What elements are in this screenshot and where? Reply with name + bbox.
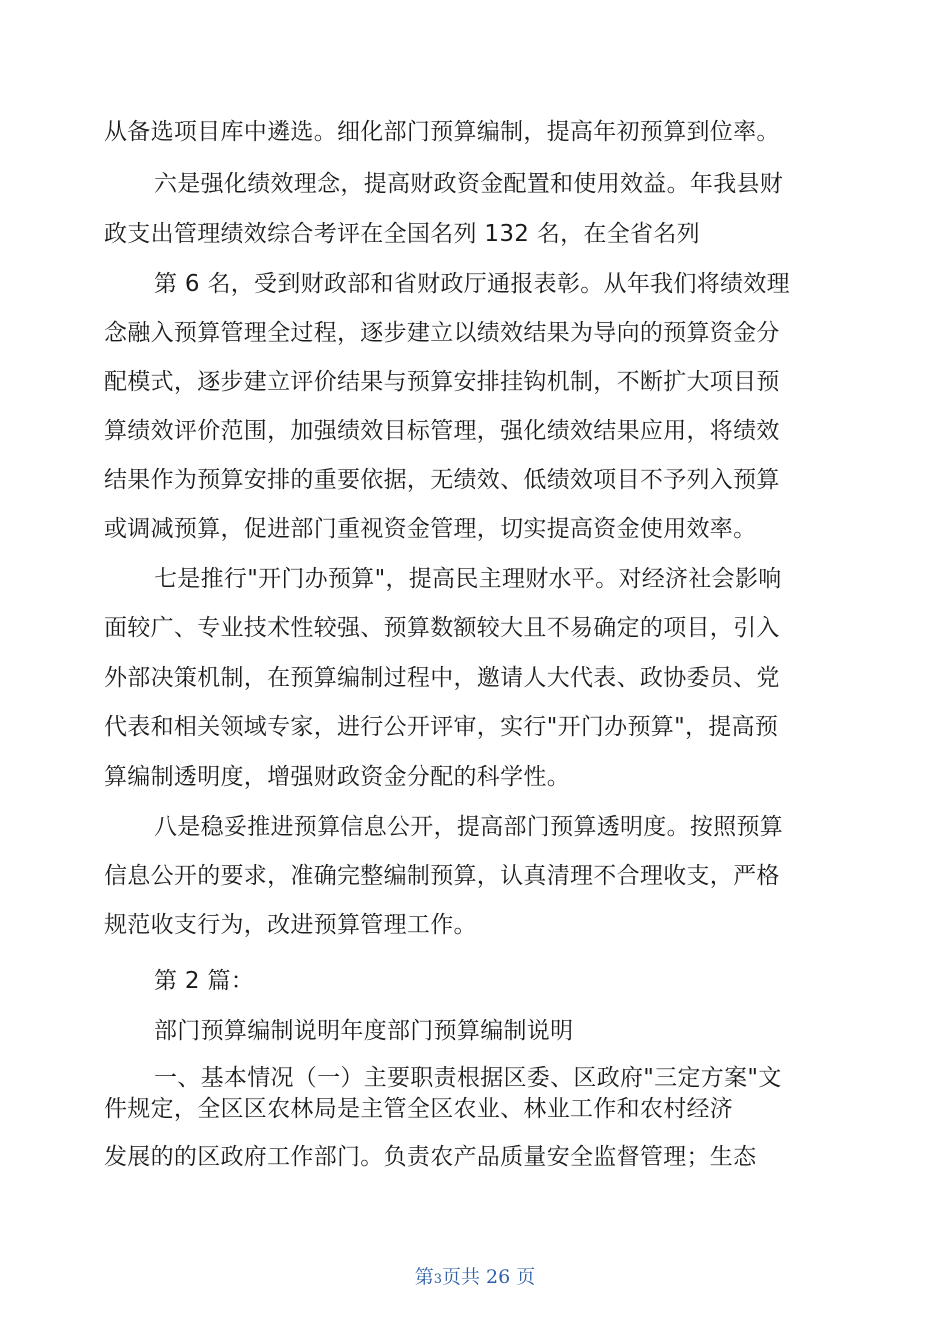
text-line-12: 外部决策机制，在预算编制过程中，邀请人大代表、政协委员、党 bbox=[104, 665, 780, 691]
text-line-2: 六是强化绩效理念，提高财政资金配置和使用效益。年我县财 bbox=[154, 171, 784, 197]
text-line-10: 七是推行"开门办预算"，提高民主理财水平。对经济社会影响 bbox=[154, 566, 782, 592]
text-line-15: 八是稳妥推进预算信息公开，提高部门预算透明度。按照预算 bbox=[154, 814, 784, 840]
text-line-9: 或调减预算，促进部门重视资金管理，切实提高资金使用效率。 bbox=[104, 516, 757, 542]
text-line-16: 信息公开的要求，准确完整编制预算，认真清理不合理收支，严格 bbox=[104, 863, 780, 889]
text-line-17: 规范收支行为，改进预算管理工作。 bbox=[104, 912, 477, 938]
text-line-4: 第 6 名，受到财政部和省财政厅通报表彰。从年我们将绩效理 bbox=[154, 271, 790, 297]
text-line-7: 算绩效评价范围，加强绩效目标管理，强化绩效结果应用，将绩效 bbox=[104, 418, 780, 444]
footer-page-number: 3 bbox=[433, 1272, 443, 1287]
text-line-20: 一、基本情况（一）主要职责根据区委、区政府"三定方案"文 bbox=[154, 1065, 782, 1091]
text-line-22: 发展的的区政府工作部门。负责农产品质量安全监督管理；生态 bbox=[104, 1144, 757, 1170]
text-line-11: 面较广、专业技术性较强、预算数额较大且不易确定的项目，引入 bbox=[104, 615, 780, 641]
subtitle-line: 部门预算编制说明年度部门预算编制说明 bbox=[154, 1018, 574, 1044]
text-line-8: 结果作为预算安排的重要依据，无绩效、低绩效项目不予列入预算 bbox=[104, 467, 780, 493]
text-line-14: 算编制透明度，增强财政资金分配的科学性。 bbox=[104, 764, 570, 790]
footer-suffix: 页共 26 页 bbox=[442, 1266, 536, 1288]
text-line-1: 从备选项目库中遴选。细化部门预算编制，提高年初预算到位率。 bbox=[104, 119, 780, 145]
text-line-5: 念融入预算管理全过程，逐步建立以绩效结果为导向的预算资金分 bbox=[104, 320, 780, 346]
text-line-21: 件规定，全区区农林局是主管全区农业、林业工作和农村经济 bbox=[104, 1096, 734, 1122]
section-heading: 第 2 篇： bbox=[154, 968, 255, 994]
text-line-13: 代表和相关领域专家，进行公开评审，实行"开门办预算"，提高预 bbox=[104, 714, 779, 740]
text-line-3: 政支出管理绩效综合考评在全国名列 132 名，在全省名列 bbox=[104, 221, 700, 247]
footer-prefix: 第 bbox=[414, 1266, 434, 1288]
page-footer bbox=[0, 1262, 950, 1289]
text-line-6: 配模式，逐步建立评价结果与预算安排挂钩机制，不断扩大项目预 bbox=[104, 369, 780, 395]
